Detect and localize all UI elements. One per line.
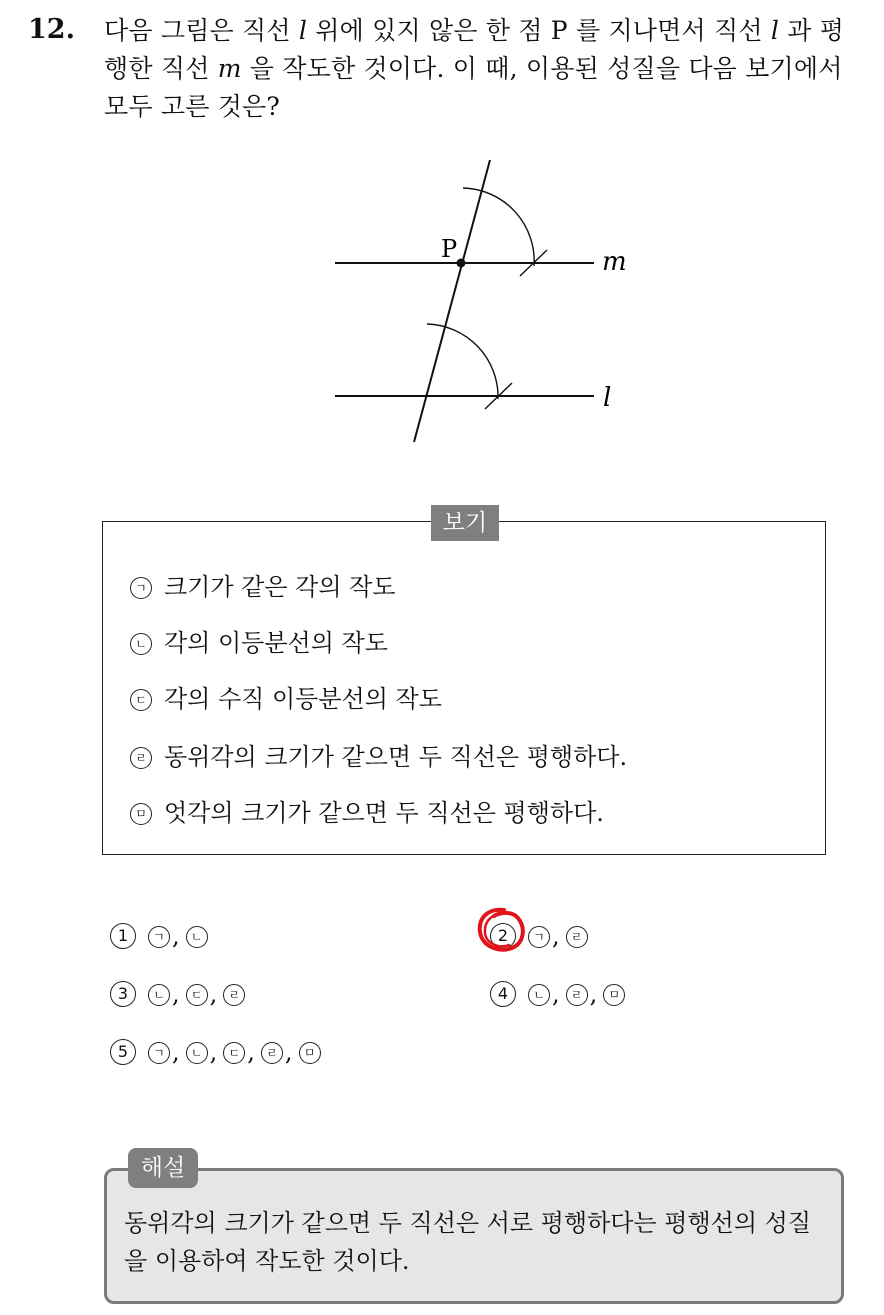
line-l-symbol: l (298, 16, 308, 45)
choice-option-marker: ㅁ (299, 1042, 321, 1064)
question-text-part: 을 작도한 것이다. 이 때, 이용된 성질을 다음 보기에서 모두 고른 것은? (104, 54, 843, 121)
choice-option-marker: ㄴ (528, 984, 550, 1006)
choice-option-marker: ㄱ (148, 1042, 170, 1064)
line-l-symbol: l (770, 16, 780, 45)
line-m-label: m (602, 247, 627, 277)
line-m-symbol: m (217, 54, 242, 83)
choice-option-marker: ㄱ (148, 926, 170, 948)
answer-choice-3[interactable] (110, 978, 245, 1010)
choice-number: 5 (110, 1039, 136, 1065)
bogi-marker: ㅁ (130, 803, 152, 825)
bogi-item (130, 797, 604, 829)
choice-options: ㄱ , ㄴ , ㄷ , ㄹ , ㅁ (148, 1036, 321, 1068)
choice-option-marker: ㄴ (186, 1042, 208, 1064)
bogi-marker: ㄷ (130, 689, 152, 711)
choice-options: ㄴ , ㄷ , ㄹ (148, 978, 245, 1010)
choice-options: ㄱ , ㄴ (148, 920, 208, 952)
bogi-marker: ㄱ (130, 577, 152, 599)
transversal-line (414, 160, 490, 442)
question-text-part: 위에 있지 않은 한 점 P 를 지나면서 직선 (307, 16, 771, 45)
bogi-marker: ㄹ (130, 747, 152, 769)
choice-option-marker: ㅁ (603, 984, 625, 1006)
choice-option-marker: ㄹ (566, 926, 588, 948)
bogi-item-text: 크기가 같은 각의 작도 (164, 573, 396, 601)
question-number: 12. (28, 14, 75, 45)
choice-option-marker: ㄹ (261, 1042, 283, 1064)
construction-figure (320, 150, 640, 450)
choice-option-marker: ㄱ (528, 926, 550, 948)
arc-upper (463, 188, 534, 266)
bogi-title: 보기 (431, 505, 499, 541)
choice-option-marker: ㄴ (148, 984, 170, 1006)
bogi-item (130, 683, 442, 715)
choice-number: 2 (490, 923, 516, 949)
bogi-item-text: 각의 수직 이등분선의 작도 (164, 685, 442, 713)
bogi-item-text: 동위각의 크기가 같으면 두 직선은 평행하다. (164, 743, 628, 771)
choice-number: 3 (110, 981, 136, 1007)
answer-choice-1[interactable] (110, 920, 208, 952)
choice-number: 1 (110, 923, 136, 949)
answer-choice-5[interactable] (110, 1036, 321, 1068)
question-text-part: 다음 그림은 직선 (104, 16, 299, 45)
arc-lower (427, 324, 498, 399)
point-p-label: P (441, 235, 458, 263)
choice-option-marker: ㄹ (223, 984, 245, 1006)
bogi-marker: ㄴ (130, 633, 152, 655)
bogi-item-text: 엇각의 크기가 같으면 두 직선은 평행하다. (164, 799, 604, 827)
choice-option-marker: ㄷ (223, 1042, 245, 1064)
explanation-text: 동위각의 크기가 같으면 두 직선은 서로 평행하다는 평행선의 성질을 이용하여 작도한 것이다. (124, 1209, 811, 1275)
answer-choice-4[interactable] (490, 978, 625, 1010)
choice-number: 4 (490, 981, 516, 1007)
question-text (104, 12, 866, 126)
choice-option-marker: ㄴ (186, 926, 208, 948)
answer-mark-circle (474, 906, 530, 956)
explanation-title: 해설 (128, 1148, 198, 1188)
bogi-item (130, 627, 388, 659)
line-l-label: l (603, 383, 612, 413)
bogi-item (130, 741, 627, 773)
bogi-item-text: 각의 이등분선의 작도 (164, 629, 388, 657)
choice-options: ㄱ , ㄹ (528, 920, 588, 952)
choice-options: ㄴ , ㄹ , ㅁ (528, 978, 625, 1010)
question-text-part: 과 평행한 직선 (104, 16, 845, 83)
point-p-dot (457, 259, 466, 268)
choice-option-marker: ㄷ (186, 984, 208, 1006)
bogi-item (130, 571, 396, 603)
choice-option-marker: ㄹ (566, 984, 588, 1006)
